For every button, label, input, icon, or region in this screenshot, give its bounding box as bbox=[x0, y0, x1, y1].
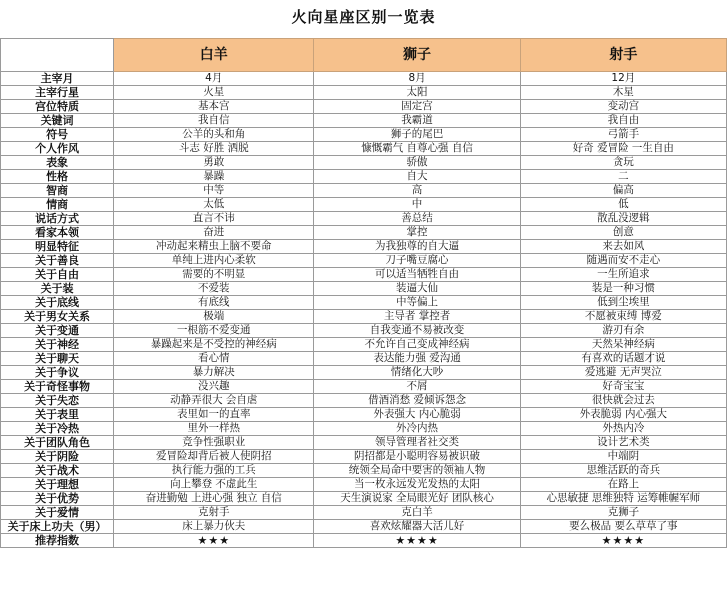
row-label: 关于床上功夫（男） bbox=[1, 520, 114, 534]
row-label: 主宰月 bbox=[1, 72, 114, 86]
cell-sagittarius: 贪玩 bbox=[520, 156, 726, 170]
cell-sagittarius: 我自由 bbox=[520, 114, 726, 128]
cell-aries: 单纯上进内心柔软 bbox=[114, 254, 314, 268]
cell-aries: 斗志 好胜 洒脱 bbox=[114, 142, 314, 156]
cell-leo: 慷慨霸气 自尊心强 自信 bbox=[314, 142, 520, 156]
cell-sagittarius: 克狮子 bbox=[520, 506, 726, 520]
table-row bbox=[1, 212, 727, 226]
cell-sagittarius: 中端阴 bbox=[520, 450, 726, 464]
cell-leo: 当一枚永远发光发热的太阳 bbox=[314, 478, 520, 492]
cell-sagittarius: 弓箭手 bbox=[520, 128, 726, 142]
table-row bbox=[1, 506, 727, 520]
comparison-table bbox=[0, 38, 727, 548]
cell-aries: 竞争性强职业 bbox=[114, 436, 314, 450]
table-row bbox=[1, 296, 727, 310]
cell-aries: 床上暴力伙夫 bbox=[114, 520, 314, 534]
cell-sagittarius: 思维活跃的奇兵 bbox=[520, 464, 726, 478]
cell-sagittarius: 创意 bbox=[520, 226, 726, 240]
column-header-leo: 狮子 bbox=[314, 39, 520, 72]
row-label: 看家本领 bbox=[1, 226, 114, 240]
cell-sagittarius: 低到尘埃里 bbox=[520, 296, 726, 310]
cell-leo: 我霸道 bbox=[314, 114, 520, 128]
cell-leo: 天生演说家 全局眼光好 团队核心 bbox=[314, 492, 520, 506]
cell-aries: 表里如一的直率 bbox=[114, 408, 314, 422]
row-label: 关于男女关系 bbox=[1, 310, 114, 324]
table-row bbox=[1, 492, 727, 506]
cell-leo: 不允许自己变成神经病 bbox=[314, 338, 520, 352]
cell-sagittarius: 偏高 bbox=[520, 184, 726, 198]
table-row bbox=[1, 184, 727, 198]
cell-aries: 我自信 bbox=[114, 114, 314, 128]
row-label: 关于聊天 bbox=[1, 352, 114, 366]
row-label: 关于战术 bbox=[1, 464, 114, 478]
cell-leo: 情绪化大吵 bbox=[314, 366, 520, 380]
row-label: 主宰行星 bbox=[1, 86, 114, 100]
cell-aries: 需要的不明显 bbox=[114, 268, 314, 282]
cell-sagittarius: 装是一种习惯 bbox=[520, 282, 726, 296]
table-row bbox=[1, 198, 727, 212]
table-row bbox=[1, 450, 727, 464]
table-row bbox=[1, 324, 727, 338]
cell-aries: 暴躁起来是不受控的神经病 bbox=[114, 338, 314, 352]
column-header-sagittarius: 射手 bbox=[520, 39, 726, 72]
cell-aries: 直言不讳 bbox=[114, 212, 314, 226]
cell-leo: 为我独尊的自大逼 bbox=[314, 240, 520, 254]
row-label: 关于优势 bbox=[1, 492, 114, 506]
cell-aries: 太低 bbox=[114, 198, 314, 212]
cell-aries: 暴力解决 bbox=[114, 366, 314, 380]
table-row bbox=[1, 86, 727, 100]
cell-sagittarius: 外热内冷 bbox=[520, 422, 726, 436]
cell-aries: 4月 bbox=[114, 72, 314, 86]
cell-aries: 有底线 bbox=[114, 296, 314, 310]
table-row bbox=[1, 268, 727, 282]
row-label: 关于阴险 bbox=[1, 450, 114, 464]
table-body bbox=[1, 72, 727, 548]
cell-leo: 借酒消愁 爱倾诉怨念 bbox=[314, 394, 520, 408]
cell-aries: 里外一样热 bbox=[114, 422, 314, 436]
table-row bbox=[1, 464, 727, 478]
row-label: 关于神经 bbox=[1, 338, 114, 352]
table-row bbox=[1, 534, 727, 548]
cell-leo: 骄傲 bbox=[314, 156, 520, 170]
cell-leo: 固定宫 bbox=[314, 100, 520, 114]
cell-sagittarius: 随遇而安不走心 bbox=[520, 254, 726, 268]
cell-aries: 暴躁 bbox=[114, 170, 314, 184]
cell-leo: 高 bbox=[314, 184, 520, 198]
table-row bbox=[1, 394, 727, 408]
cell-aries: 不爱装 bbox=[114, 282, 314, 296]
row-label: 关于奇怪事物 bbox=[1, 380, 114, 394]
cell-leo: 喜欢炫耀器大活儿好 bbox=[314, 520, 520, 534]
cell-leo: 克白羊 bbox=[314, 506, 520, 520]
cell-sagittarius: 在路上 bbox=[520, 478, 726, 492]
row-label: 情商 bbox=[1, 198, 114, 212]
cell-sagittarius: 游刃有余 bbox=[520, 324, 726, 338]
cell-aries: 爱冒险却背后被人使阴招 bbox=[114, 450, 314, 464]
cell-aries: 中等 bbox=[114, 184, 314, 198]
page-title: 火向星座区别一览表 bbox=[291, 8, 436, 26]
column-header-aries: 白羊 bbox=[114, 39, 314, 72]
row-label: 关于底线 bbox=[1, 296, 114, 310]
row-label: 关于失恋 bbox=[1, 394, 114, 408]
cell-aries: 公羊的头和角 bbox=[114, 128, 314, 142]
table-row bbox=[1, 338, 727, 352]
cell-sagittarius: 好奇 爱冒险 一生自由 bbox=[520, 142, 726, 156]
row-label: 关于理想 bbox=[1, 478, 114, 492]
cell-aries: 执行能力强的工兵 bbox=[114, 464, 314, 478]
cell-leo: 刀子嘴豆腐心 bbox=[314, 254, 520, 268]
table-row bbox=[1, 408, 727, 422]
cell-sagittarius: 很快就会过去 bbox=[520, 394, 726, 408]
cell-sagittarius: 有喜欢的话题才说 bbox=[520, 352, 726, 366]
row-label: 关于争议 bbox=[1, 366, 114, 380]
cell-sagittarius: 外表脆弱 内心强大 bbox=[520, 408, 726, 422]
cell-aries: 勇敢 bbox=[114, 156, 314, 170]
cell-leo: 统领全局命中要害的领袖人物 bbox=[314, 464, 520, 478]
table-row bbox=[1, 100, 727, 114]
cell-leo: 中等偏上 bbox=[314, 296, 520, 310]
cell-leo: 自大 bbox=[314, 170, 520, 184]
table-row bbox=[1, 240, 727, 254]
cell-aries: 看心情 bbox=[114, 352, 314, 366]
cell-leo: 善总结 bbox=[314, 212, 520, 226]
row-label: 关于装 bbox=[1, 282, 114, 296]
cell-sagittarius: 好奇宝宝 bbox=[520, 380, 726, 394]
cell-sagittarius: 设计艺术类 bbox=[520, 436, 726, 450]
cell-sagittarius: 木星 bbox=[520, 86, 726, 100]
cell-sagittarius: 12月 bbox=[520, 72, 726, 86]
cell-sagittarius: 爱逃避 无声哭泣 bbox=[520, 366, 726, 380]
table-row bbox=[1, 72, 727, 86]
cell-leo: 主导者 掌控者 bbox=[314, 310, 520, 324]
table-row bbox=[1, 310, 727, 324]
cell-sagittarius: 心思敏捷 思维独特 运筹帷幄军师 bbox=[520, 492, 726, 506]
cell-leo: 阴招都是小聪明容易被识破 bbox=[314, 450, 520, 464]
table-row bbox=[1, 142, 727, 156]
cell-aries: 奋进勤勉 上进心强 独立 自信 bbox=[114, 492, 314, 506]
row-label: 关键词 bbox=[1, 114, 114, 128]
cell-sagittarius: 不愿被束缚 博爱 bbox=[520, 310, 726, 324]
table-row bbox=[1, 226, 727, 240]
table-row bbox=[1, 520, 727, 534]
row-label: 关于表里 bbox=[1, 408, 114, 422]
header-corner bbox=[1, 39, 114, 72]
cell-aries: 基本宫 bbox=[114, 100, 314, 114]
row-label: 关于团队角色 bbox=[1, 436, 114, 450]
cell-sagittarius: 二 bbox=[520, 170, 726, 184]
cell-leo: 装逼大仙 bbox=[314, 282, 520, 296]
cell-aries: 一根筋不爱变通 bbox=[114, 324, 314, 338]
table-row bbox=[1, 436, 727, 450]
row-label: 个人作风 bbox=[1, 142, 114, 156]
cell-aries: 奋进 bbox=[114, 226, 314, 240]
cell-leo: 中 bbox=[314, 198, 520, 212]
cell-aries: 冲动起来精虫上脑不要命 bbox=[114, 240, 314, 254]
table-row bbox=[1, 254, 727, 268]
cell-leo: 不屑 bbox=[314, 380, 520, 394]
row-label: 智商 bbox=[1, 184, 114, 198]
cell-leo: 可以适当牺牲自由 bbox=[314, 268, 520, 282]
cell-leo: 表达能力强 爱沟通 bbox=[314, 352, 520, 366]
row-label: 性格 bbox=[1, 170, 114, 184]
cell-leo: ★★★★ bbox=[314, 534, 520, 548]
row-label: 说话方式 bbox=[1, 212, 114, 226]
cell-leo: 8月 bbox=[314, 72, 520, 86]
row-label: 关于善良 bbox=[1, 254, 114, 268]
cell-aries: ★★★ bbox=[114, 534, 314, 548]
cell-sagittarius: 变动宫 bbox=[520, 100, 726, 114]
row-label: 推荐指数 bbox=[1, 534, 114, 548]
cell-leo: 外表强大 内心脆弱 bbox=[314, 408, 520, 422]
cell-aries: 极端 bbox=[114, 310, 314, 324]
cell-aries: 没兴趣 bbox=[114, 380, 314, 394]
cell-sagittarius: 天然呆神经病 bbox=[520, 338, 726, 352]
cell-leo: 外冷内热 bbox=[314, 422, 520, 436]
table-row bbox=[1, 156, 727, 170]
cell-leo: 自我变通不易被改变 bbox=[314, 324, 520, 338]
row-label: 关于变通 bbox=[1, 324, 114, 338]
cell-leo: 狮子的尾巴 bbox=[314, 128, 520, 142]
cell-sagittarius: 低 bbox=[520, 198, 726, 212]
cell-aries: 火星 bbox=[114, 86, 314, 100]
cell-aries: 克射手 bbox=[114, 506, 314, 520]
table-row bbox=[1, 114, 727, 128]
table-row bbox=[1, 478, 727, 492]
table-row bbox=[1, 380, 727, 394]
header-row bbox=[1, 39, 727, 72]
row-label: 表象 bbox=[1, 156, 114, 170]
cell-aries: 向上攀登 不虚此生 bbox=[114, 478, 314, 492]
cell-leo: 领导管理者社交类 bbox=[314, 436, 520, 450]
cell-sagittarius: 散乱没逻辑 bbox=[520, 212, 726, 226]
row-label: 宫位特质 bbox=[1, 100, 114, 114]
table-row bbox=[1, 170, 727, 184]
cell-sagittarius: 要么极品 要么草草了事 bbox=[520, 520, 726, 534]
table-row bbox=[1, 422, 727, 436]
cell-leo: 太阳 bbox=[314, 86, 520, 100]
cell-aries: 动静弄很大 会自虐 bbox=[114, 394, 314, 408]
table-row bbox=[1, 128, 727, 142]
cell-leo: 掌控 bbox=[314, 226, 520, 240]
table-row bbox=[1, 282, 727, 296]
table-row bbox=[1, 366, 727, 380]
cell-sagittarius: 来去如风 bbox=[520, 240, 726, 254]
cell-sagittarius: ★★★★ bbox=[520, 534, 726, 548]
row-label: 符号 bbox=[1, 128, 114, 142]
row-label: 关于爱情 bbox=[1, 506, 114, 520]
table-row bbox=[1, 352, 727, 366]
row-label: 明显特征 bbox=[1, 240, 114, 254]
row-label: 关于冷热 bbox=[1, 422, 114, 436]
cell-sagittarius: 一生所追求 bbox=[520, 268, 726, 282]
row-label: 关于自由 bbox=[1, 268, 114, 282]
